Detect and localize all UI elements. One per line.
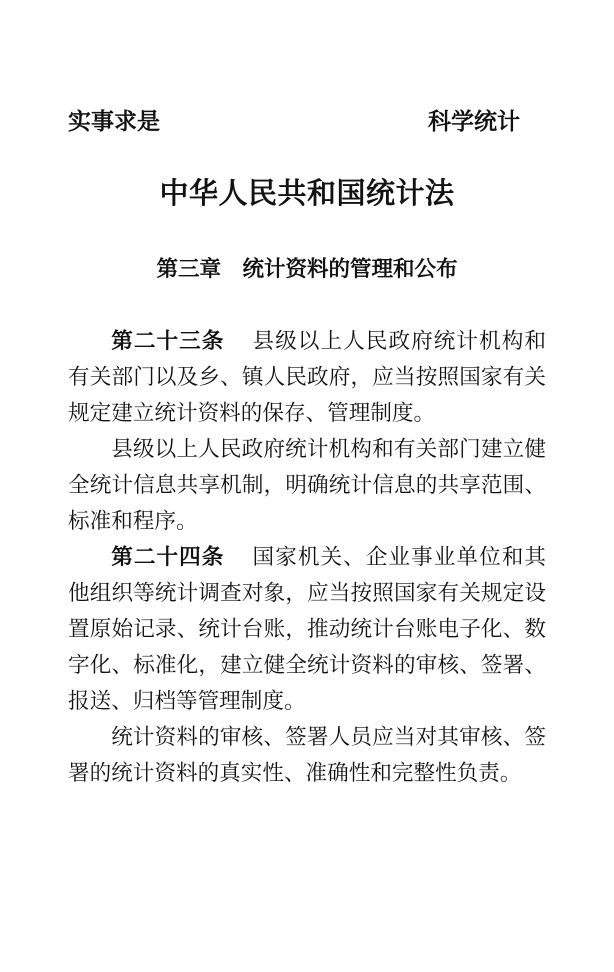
paragraph-text: 县级以上人民政府统计机构和有关部门以及乡、镇人民政府，应当按照国家有关规定建立统计资料的保存、管理制度。 — [68, 329, 546, 425]
paragraph-text: 国家机关、企业事业单位和其他组织等统计调查对象，应当按照国家有关规定设置原始记录、统计台账，推动统计台账电子化、数字化、标准化，建立健全统计资料的审核、签署、报送、归档等管理制度。 — [68, 545, 546, 713]
header-motto-right: 科学统计 — [428, 109, 520, 134]
document-body — [68, 323, 546, 791]
paragraph-article-23-cont — [68, 431, 546, 539]
chapter-heading: 第三章 统计资料的管理和公布 — [156, 257, 458, 281]
paragraph-article-24 — [68, 539, 546, 719]
paragraph-text: 县级以上人民政府统计机构和有关部门建立健全统计信息共享机制，明确统计信息的共享范围、标准和程序。 — [68, 437, 546, 533]
article-number: 第二十三条 — [111, 329, 225, 353]
paragraph-article-23 — [68, 323, 546, 431]
document-title: 中华人民共和国统计法 — [159, 178, 455, 210]
paragraph-article-24-cont — [68, 719, 546, 791]
header-motto-left: 实事求是 — [68, 109, 160, 134]
paragraph-text: 统计资料的审核、签署人员应当对其审核、签署的统计资料的真实性、准确性和完整性负责。 — [68, 725, 546, 785]
article-number: 第二十四条 — [111, 545, 225, 569]
page-header — [68, 108, 546, 135]
